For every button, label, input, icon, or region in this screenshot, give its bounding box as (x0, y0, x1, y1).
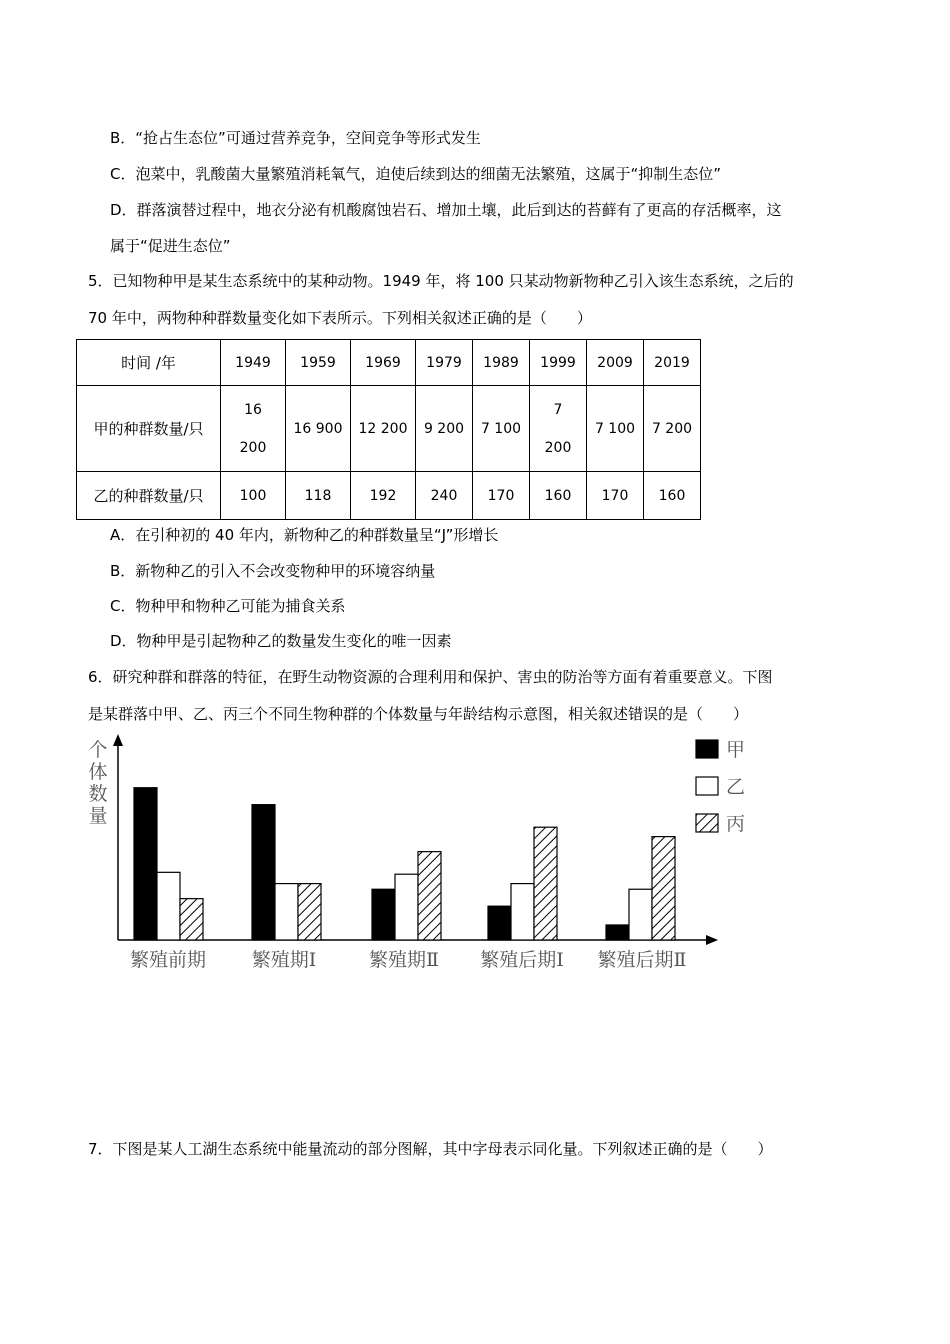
table-cell: 170 (587, 472, 644, 520)
y-axis-label-char: 数 (88, 783, 108, 805)
table-cell-part: 200 (544, 439, 572, 456)
table-year: 1959 (286, 340, 351, 386)
bar-bing (652, 837, 675, 940)
table-year: 2009 (587, 340, 644, 386)
bar-yi (157, 872, 180, 940)
table-cell: 240 (416, 472, 473, 520)
bars-group (134, 788, 675, 940)
q4-option-c: C．泡菜中，乳酸菌大量繁殖消耗氧气，迫使后续到达的细菌无法繁殖，这属于“抑制生态位” (110, 165, 722, 183)
table-cell: 160 (530, 472, 587, 520)
y-axis-label-char: 个 (88, 739, 108, 761)
category-label: 繁殖期Ⅰ (251, 949, 317, 971)
legend-label: 丙 (726, 813, 746, 835)
table-year: 1999 (530, 340, 587, 386)
category-labels (130, 949, 686, 971)
y-axis-label-char: 量 (88, 805, 108, 827)
table-cell: 7 200 (644, 386, 701, 472)
x-axis-arrow (706, 935, 718, 945)
q5-stem-line2: 70 年中，两物种种群数量变化如下表所示。下列相关叙述正确的是（ ） (88, 309, 592, 327)
table-cell (530, 386, 587, 472)
table-row-jia (77, 386, 701, 472)
table-cell: 160 (644, 472, 701, 520)
table-cell (221, 386, 286, 472)
y-axis-arrow (113, 734, 123, 746)
table-cell-part: 16 (244, 401, 262, 418)
bar-bing (298, 884, 321, 940)
population-table (76, 339, 701, 520)
bar-jia (372, 889, 395, 940)
table-cell: 9 200 (416, 386, 473, 472)
bar-bing (534, 827, 557, 940)
table-cell: 12 200 (351, 386, 416, 472)
table-year: 1989 (473, 340, 530, 386)
table-cell-part: 7 (553, 401, 563, 418)
table-header-time: 时间 /年 (77, 340, 221, 386)
q5-stem-line1: 5．已知物种甲是某生态系统中的某种动物。1949 年，将 100 只某动物新物种乙引入该生态系统，之后的 (88, 272, 794, 290)
category-label: 繁殖期Ⅱ (369, 949, 439, 971)
legend-label: 甲 (726, 739, 746, 761)
q7-stem: 7．下图是某人工湖生态系统中能量流动的部分图解，其中字母表示同化量。下列叙述正确的是（ ） (88, 1140, 773, 1158)
y-axis-label (88, 739, 107, 827)
q5-option-c: C．物种甲和物种乙可能为捕食关系 (110, 597, 346, 615)
q5-option-d: D．物种甲是引起物种乙的数量发生变化的唯一因素 (110, 632, 452, 650)
table-year: 1979 (416, 340, 473, 386)
table-row-label: 甲的种群数量/只 (77, 386, 221, 472)
table-row-yi (77, 472, 701, 520)
bar-jia (606, 925, 629, 940)
table-cell: 16 900 (286, 386, 351, 472)
q5-option-b: B．新物种乙的引入不会改变物种甲的环境容纳量 (110, 562, 436, 580)
category-label: 繁殖后期Ⅱ (597, 949, 687, 971)
table-header-row (77, 340, 701, 386)
table-year: 1949 (221, 340, 286, 386)
table-cell: 7 100 (473, 386, 530, 472)
bar-bing (418, 852, 441, 940)
bar-jia (252, 805, 275, 940)
q6-stem-line1: 6．研究种群和群落的特征，在野生动物资源的合理利用和保护、害虫的防治等方面有着重要意义。下图 (88, 668, 773, 686)
table-year: 2019 (644, 340, 701, 386)
q4-option-b: B．“抢占生态位”可通过营养竞争，空间竞争等形式发生 (110, 129, 481, 147)
bar-yi (511, 884, 534, 940)
q4-option-d-line2: 属于“促进生态位” (110, 237, 231, 255)
legend-swatch (696, 777, 718, 795)
age-structure-chart (76, 732, 776, 982)
table-cell: 7 100 (587, 386, 644, 472)
bar-yi (275, 884, 298, 940)
q5-option-a: A．在引种初的 40 年内，新物种乙的种群数量呈“J”形增长 (110, 526, 499, 544)
legend-swatch (696, 814, 718, 832)
bar-jia (134, 788, 157, 940)
table-cell: 192 (351, 472, 416, 520)
q6-stem-line2: 是某群落中甲、乙、丙三个不同生物种群的个体数量与年龄结构示意图，相关叙述错误的是（ ） (88, 705, 749, 723)
bar-bing (180, 899, 203, 940)
category-label: 繁殖前期 (129, 949, 207, 971)
legend-label: 乙 (726, 776, 746, 798)
bar-yi (629, 889, 652, 940)
table-cell: 100 (221, 472, 286, 520)
table-year: 1969 (351, 340, 416, 386)
table-cell: 170 (473, 472, 530, 520)
bar-jia (488, 906, 511, 940)
table-cell-part: 200 (239, 439, 267, 456)
table-cell: 118 (286, 472, 351, 520)
chart-legend (696, 739, 745, 835)
table-row-label: 乙的种群数量/只 (77, 472, 221, 520)
category-label: 繁殖后期Ⅰ (480, 949, 564, 971)
q4-option-d-line1: D．群落演替过程中，地衣分泌有机酸腐蚀岩石、增加土壤，此后到达的苔藓有了更高的存活概率，这 (110, 201, 782, 219)
bar-yi (395, 874, 418, 940)
legend-swatch (696, 740, 718, 758)
y-axis-label-char: 体 (88, 761, 108, 783)
